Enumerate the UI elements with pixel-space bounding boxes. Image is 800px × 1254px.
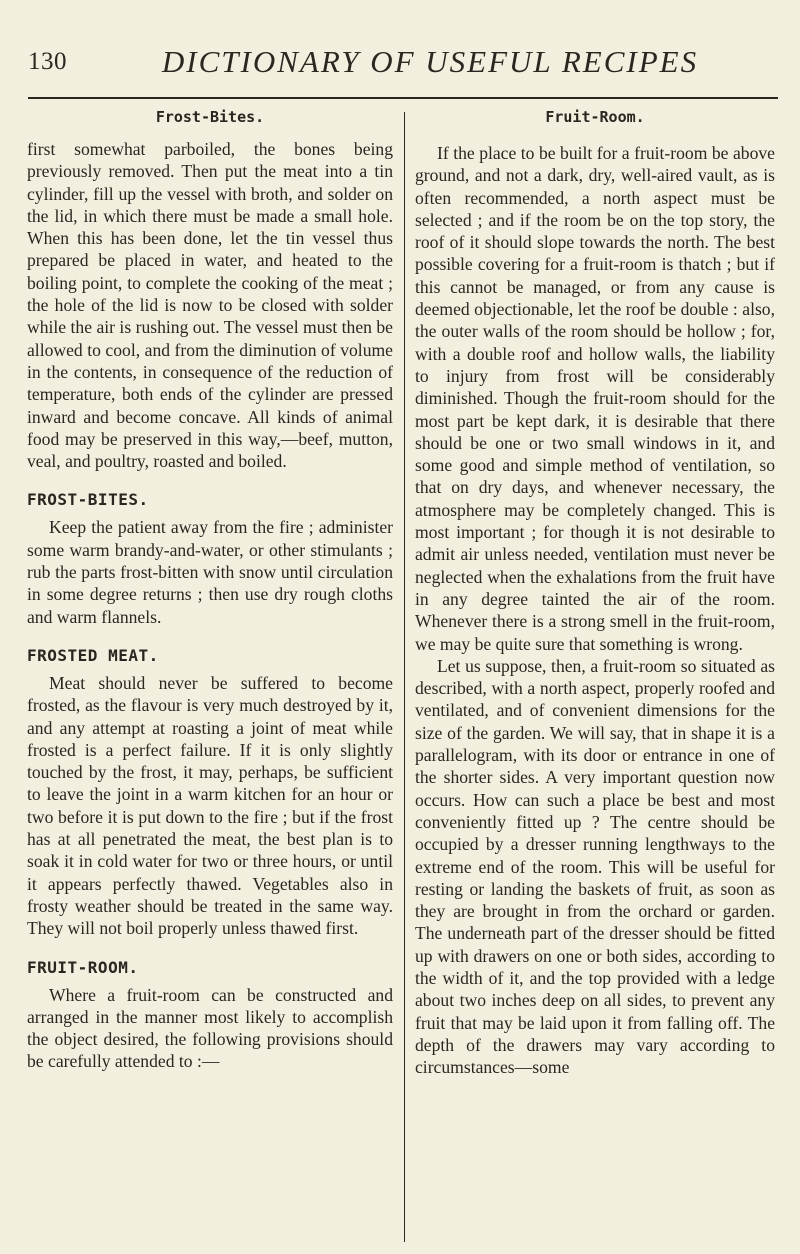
left-column [27, 106, 393, 1246]
section-title-fruit-room: FRUIT-ROOM. [27, 957, 139, 977]
column-divider [404, 112, 405, 1242]
header-rule [28, 97, 778, 99]
section-text-fruit-room: Where a fruit-room can be constructed and arranged in the manner most likely to accomplish the object desired, the following provisions should be carefully attended to :— [27, 984, 393, 1072]
section-text-frosted-meat: Meat should never be suffered to become frosted, as the flavour is very much destroyed by it, and any attempt at roasting a joint of meat while frosted is a perfect failure. If it is only slightly touched by the frost, it may, perhaps, be sufficient to leave the joint in a warm kitchen for an hour or two before it is put down to the fire ; but if the frost has at all penetrated the meat, the best plan is to soak it in cold water for two or three hours, or until it appears perfectly thawed. Vegetables also in frosty weather should be treated in the same way. They will not boil properly unless thawed first. [27, 672, 393, 939]
section-text-frost-bites: Keep the patient away from the fire ; administer some warm brandy-and-water, or other stimulants ; rub the parts frost-bitten with snow until circulation in some degree returns ; then use dry rough cloths and warm flannels. [27, 517, 393, 627]
right-paragraph-1: If the place to be built for a fruit-room be above ground, and not a dark, dry, well-aired vault, as is often recommended, a north aspect must be selected ; and if the room be on the top story, the roof of it should slope towards the north. The best possible covering for a fruit-room is thatch ; but if this cannot be managed, or from any cause is deemed objectionable, let the roof be double : also, the outer walls of the room should be hollow ; for, with a double roof and hollow walls, the liability to injury from frost will be considerably diminished. Though the fruit-room should for the most part be kept dark, it is desirable that there should be one or two small windows in it, and some good and simple method of ventilation, so that on dry days, and whenever necessary, the atmosphere may be completely changed. This is most important ; for though it is not desirable to admit air unless needed, ventilation must never be neglected when the exhalations from the fruit have in any degree tainted the air of the room. Whenever there is a strong smell in the fruit-room, we may be quite sure that something is wrong. [415, 143, 775, 654]
section-title-frosted-meat: FROSTED MEAT. [27, 645, 159, 665]
continued-paragraph: first somewhat parboiled, the bones being previously removed. Then put the meat into a tin cylinder, fill up the vessel with broth, and solder on the lid, in which there must be made a small hole. When this has been done, let the tin vessel thus prepared be placed in water, and heated to the boiling point, to complete the cooking of the meat ; the hole of the lid is now to be closed with solder while the air is rushing out. The vessel must then be allowed to cool, and from the diminution of volume in the contents, in consequence of the reduction of temperature, both ends of the cylinder are pressed inward and become concave. All kinds of animal food may be preserved in this way,—beef, mutton, veal, and poultry, roasted and boiled. [27, 139, 393, 472]
right-paragraph-2: Let us suppose, then, a fruit-room so situated as described, with a north aspect, properly roofed and ventilated, and of convenient dimensions for the size of the garden. We will say, that in shape it is a parallelogram, with its door or entrance in one of the shorter sides. A very important question now occurs. How can such a place be best and most conveniently fitted up ? The centre should be occupied by a dresser running lengthways to the extreme end of the room. This will be useful for resting or landing the baskets of fruit, as soon as they are brought in from the orchard or garden. The underneath part of the dresser should be fitted up with drawers on one or both sides, according to the width of it, and the top provided with a ledge about two inches deep on all sides, to prevent any fruit that may be laid upon it from falling off. The depth of the drawers may vary according to circumstances—some [415, 655, 775, 1078]
right-column [415, 106, 775, 1246]
page-number: 130 [28, 48, 67, 75]
left-column-heading: Frost-Bites. [155, 108, 265, 126]
running-title: DICTIONARY OF USEFUL RECIPES [161, 44, 699, 79]
right-column-heading: Fruit-Room. [545, 108, 645, 126]
section-title-frost-bites: FROST-BITES. [27, 490, 149, 510]
